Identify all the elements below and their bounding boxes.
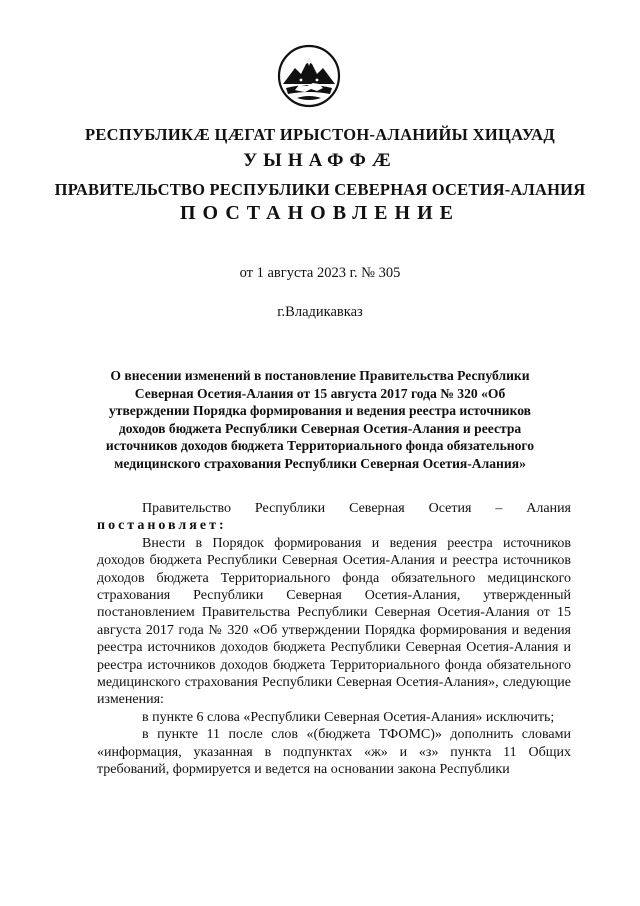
coat-of-arms-emblem (277, 44, 341, 108)
decree-title: О внесении изменений в постановление Правительства Республики Северная Осетия-Алания от 15 августа 2017 года № 320 «Об утверждении Порядка формирования и ведения реестра источников доходов бюджета Республики Северная Осетия-Алания и реестра источников доходов бюджета Территориального фонда обязательного медицинского страхования Республики Северная Осетия-Алания» (105, 368, 535, 471)
republic-name-ossetian: РЕСПУБЛИКÆ ЦÆГАТ ИРЫСТОН-АЛАНИЙЫ ХИЦАУАД (84, 125, 555, 144)
decree-title-russian: ПОСТАНОВЛЕНИЕ (180, 202, 460, 224)
decree-date-number: от 1 августа 2023 г. № 305 (239, 265, 401, 281)
resolves-keyword: постановляет: (97, 518, 227, 534)
decree-city: г.Владикавказ (277, 304, 363, 320)
document-body (97, 500, 571, 779)
body-paragraph: Внести в Порядок формирования и ведения реестра источников доходов бюджета Республики Северная Осетия-Алания и реестра источников доходов бюджета Территориального фонда обязательного медицинского страхования Республики Северная Осетия-Алания, утвержденный постановлением Правительства Республики Северная Осетия-Алания от 15 августа 2017 года № 320 «Об утверждении Порядка формирования и ведения реестра источников доходов бюджета Республики Северная Осетия-Алания и реестра источников доходов бюджета Территориального фонда обязательного медицинского страхования Республики Северная Осетия-Алания», следующие изменения: (97, 535, 571, 708)
body-paragraph: в пункте 6 слова «Республики Северная Осетия-Алания» исключить; (142, 709, 555, 725)
republic-name-russian: ПРАВИТЕЛЬСТВО РЕСПУБЛИКИ СЕВЕРНАЯ ОСЕТИЯ-АЛАНИЯ (54, 180, 586, 199)
body-intro-text: Правительство Республики Северная Осетия – Алания (142, 501, 571, 516)
decree-title-ossetian: УЫНАФФÆ (243, 150, 397, 171)
body-paragraph (97, 500, 571, 535)
body-paragraph: в пункте 11 после слов «(бюджета ТФОМС)» дополнить словами «информация, указанная в подпунктах «ж» и «з» пункта 11 Общих требований, формируется и ведется на основании закона Республики (97, 727, 571, 778)
